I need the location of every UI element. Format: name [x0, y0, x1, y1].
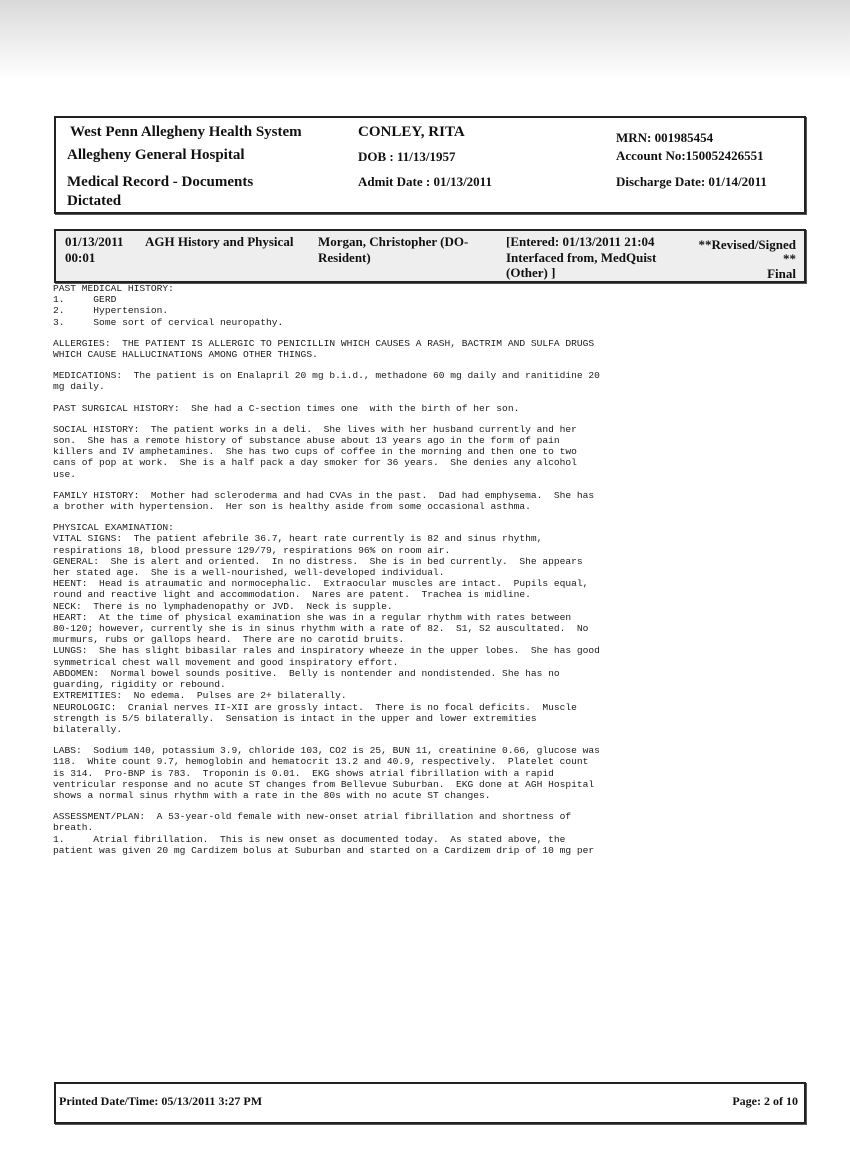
hospital-name: Allegheny General Hospital — [67, 147, 245, 163]
author-line-1: Morgan, Christopher (DO- — [318, 234, 469, 249]
page-number: Page: 2 of 10 — [732, 1094, 798, 1108]
patient-name: CONLEY, RITA — [358, 124, 465, 140]
account-number: Account No:150052426551 — [616, 148, 764, 163]
text-line: PAST SURGICAL HISTORY: She had a C-section times one with the birth of her son. — [53, 402, 520, 414]
text-line: her stated age. She is a well-nourished, well-developed individual. — [53, 567, 445, 579]
text-line: ASSESSMENT/PLAN: A 53-year-old female with new-onset atrial fibrillation and shortness of — [53, 811, 572, 823]
text-line: guarding, rigidity or rebound. — [53, 679, 226, 691]
text-line: cans of pop at work. She is a half pack a day smoker for 36 years. She denies any alcohol — [53, 457, 577, 469]
text-line: NEUROLOGIC: Cranial nerves II-XII are grossly intact. There is no focal deficits. Muscle — [53, 701, 577, 713]
text-section — [53, 424, 833, 480]
text-line: a brother with hypertension. Her son is healthy aside from some occasional asthma. — [53, 501, 531, 513]
document-type-line-1: Medical Record - Documents — [67, 174, 254, 190]
text-line: use. — [53, 468, 77, 480]
text-line: LABS: Sodium 140, potassium 3.9, chloride 103, CO2 is 25, BUN 11, creatinine 0.66, glucose was — [53, 745, 600, 757]
date-of-birth: DOB : 11/13/1957 — [358, 149, 456, 164]
text-line: symmetrical chest wall movement and good inspiratory effort. — [53, 656, 399, 668]
text-line: FAMILY HISTORY: Mother had scleroderma and had CVAs in the past. Dad had emphysema. She has — [53, 489, 595, 501]
text-section — [53, 403, 833, 414]
text-line: breath. — [53, 822, 94, 834]
text-line: is 314. Pro-BNP is 783. Troponin is 0.01. EKG shows atrial fibrillation with a rapid — [53, 767, 554, 779]
scan-edge — [0, 0, 850, 80]
text-section — [53, 811, 833, 856]
patient-header — [54, 116, 806, 214]
text-line: murmurs, rubs or gallops heard. There are no carotid bruits. — [53, 634, 405, 646]
entered-line-3: (Other) ] — [506, 265, 556, 280]
status-line-1: **Revised/Signed — [698, 237, 796, 252]
text-line: 1. GERD — [53, 294, 117, 306]
text-line: patient was given 20 mg Cardizem bolus at Suburban and started on a Cardizem drip of 10 mg per — [53, 844, 595, 856]
text-section — [53, 490, 833, 512]
text-line: 118. White count 9.7, hemoglobin and hematocrit 13.2 and 40.9, respectively. Platelet count — [53, 756, 589, 768]
text-line: MEDICATIONS: The patient is on Enalapril 20 mg b.i.d., methadone 60 mg daily and ranitidine 20 — [53, 370, 600, 382]
text-section — [53, 745, 833, 801]
text-line: SOCIAL HISTORY: The patient works in a deli. She lives with her husband currently and her — [53, 423, 577, 435]
text-line: EXTREMITIES: No edema. Pulses are 2+ bilaterally. — [53, 690, 347, 702]
text-line: respirations 18, blood pressure 129/79, respirations 96% on room air. — [53, 544, 451, 556]
text-line: LUNGS: She has slight bibasilar rales and inspiratory wheeze in the upper lobes. She has good — [53, 645, 600, 657]
entered-line-2: Interfaced from, MedQuist — [506, 250, 657, 265]
print-footer — [54, 1082, 806, 1124]
entry-time: 00:01 — [65, 250, 96, 265]
text-line: NECK: There is no lymphadenopathy or JVD. Neck is supple. — [53, 600, 393, 612]
text-line: HEART: At the time of physical examination she was in a regular rhythm with rates between — [53, 611, 572, 623]
text-line: 80-120; however, currently she is in sinus rhythm with a rate of 82. S1, S2 auscultated. No — [53, 623, 589, 635]
text-line: mg daily. — [53, 381, 105, 393]
mrn: MRN: 001985454 — [616, 130, 714, 145]
document-entry-bar — [54, 229, 806, 283]
text-line: WHICH CAUSE HALLUCINATIONS AMONG OTHER THINGS. — [53, 349, 318, 361]
text-section — [53, 522, 833, 735]
text-line: ventricular response and no acute ST changes from Bellevue Suburban. EKG done at AGH Hospital — [53, 778, 595, 790]
text-line: HEENT: Head is atraumatic and normocephalic. Extraocular muscles are intact. Pupils equal, — [53, 578, 589, 590]
text-line: strength is 5/5 bilaterally. Sensation is intact in the upper and lower extremities — [53, 712, 537, 724]
text-line: son. She has a remote history of substance abuse about 13 years ago in the form of pain — [53, 435, 560, 447]
entry-date: 01/13/2011 — [65, 234, 124, 249]
text-line: 3. Some sort of cervical neuropathy. — [53, 316, 284, 328]
admit-date: Admit Date : 01/13/2011 — [358, 174, 492, 189]
discharge-date: Discharge Date: 01/14/2011 — [616, 174, 767, 189]
text-line: VITAL SIGNS: The patient afebrile 36.7, heart rate currently is 82 and sinus rhythm, — [53, 533, 543, 545]
text-line: GENERAL: She is alert and oriented. In no distress. She is in bed currently. She appears — [53, 555, 583, 567]
text-line: ALLERGIES: THE PATIENT IS ALLERGIC TO PENICILLIN WHICH CAUSES A RASH, BACTRIM AND SULFA DRUGS — [53, 337, 595, 349]
text-line: 1. Atrial fibrillation. This is new onset as documented today. As stated above, the — [53, 833, 566, 845]
document-body — [53, 283, 833, 866]
document-type-line-2: Dictated — [67, 193, 122, 209]
status-line-3: Final — [767, 266, 796, 281]
text-line: shows a normal sinus rhythm with a rate in the 80s with no acute ST changes. — [53, 789, 491, 801]
text-line: round and reactive light and accommodation. Nares are patent. Trachea is midline. — [53, 589, 531, 601]
entry-title: AGH History and Physical — [145, 234, 294, 249]
entered-line-1: [Entered: 01/13/2011 21:04 — [506, 234, 655, 249]
text-line: PAST MEDICAL HISTORY: — [53, 283, 174, 294]
text-line: 2. Hypertension. — [53, 305, 169, 317]
printed-date-time: Printed Date/Time: 05/13/2011 3:27 PM — [59, 1094, 263, 1108]
text-line: ABDOMEN: Normal bowel sounds positive. Belly is nontender and nondistended. She has no — [53, 667, 560, 679]
text-line: killers and IV amphetamines. She has two cups of coffee in the morning and then one to two — [53, 446, 577, 458]
text-section — [53, 370, 833, 392]
text-section — [53, 283, 833, 328]
text-line: PHYSICAL EXAMINATION: — [53, 522, 174, 534]
text-section — [53, 338, 833, 360]
text-line: bilaterally. — [53, 723, 123, 735]
health-system-name: West Penn Allegheny Health System — [70, 124, 302, 140]
author-line-2: Resident) — [318, 250, 371, 265]
status-line-2: ** — [783, 251, 796, 266]
